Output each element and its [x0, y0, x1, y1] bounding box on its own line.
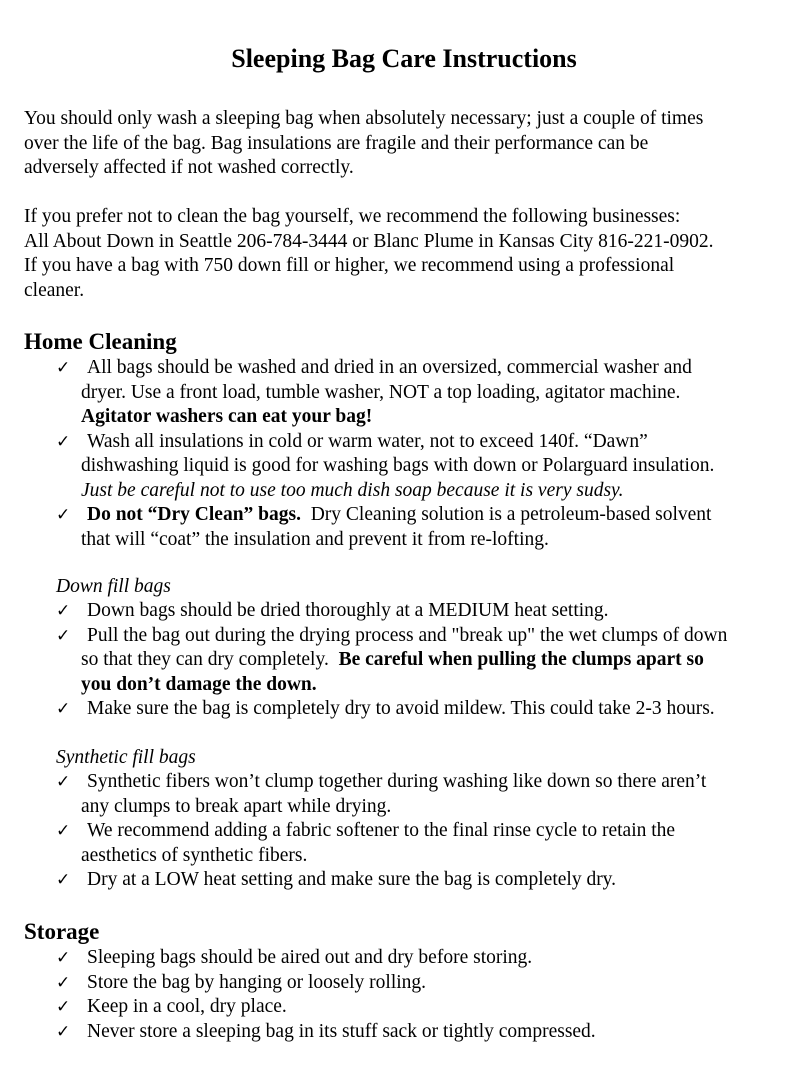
recommend-line: If you have a bag with 750 down fill or higher, we recommend using a professional — [24, 255, 675, 276]
intro-line: You should only wash a sleeping bag when absolutely necessary; just a couple of times — [24, 108, 704, 129]
list-item — [56, 946, 796, 971]
list-item — [56, 599, 796, 624]
checkmark-icon: ✓ — [56, 997, 71, 1017]
page-title: Sleeping Bag Care Instructions — [231, 44, 577, 73]
checkmark-icon: ✓ — [56, 870, 71, 890]
checkmark-icon: ✓ — [56, 601, 71, 621]
item-text: All bags should be washed and dried in an oversized, commercial washer and — [87, 357, 692, 378]
item-text: aesthetics of synthetic fibers. — [81, 844, 308, 866]
item-text: Dry Cleaning solution is a petroleum-based solvent — [300, 504, 712, 525]
checkmark-icon: ✓ — [56, 431, 71, 452]
item-emphasis: Agitator washers can eat your bag! — [81, 406, 373, 427]
item-text: dryer. Use a front load, tumble washer, NOT a top loading, agitator machine. — [81, 381, 681, 403]
checkmark-icon: ✓ — [56, 1021, 71, 1042]
home-cleaning-heading: Home Cleaning — [24, 329, 177, 354]
item-text: Sleeping bags should be aired out and dry before storing. — [87, 947, 533, 968]
recommend-line: All About Down in Seattle 206-784-3444 or Blanc Plume in Kansas City 816-221-0902. — [24, 230, 714, 252]
item-text: any clumps to break apart while drying. — [81, 795, 392, 817]
checkmark-icon: ✓ — [56, 821, 71, 841]
home-cleaning-list — [56, 356, 796, 552]
intro-line: over the life of the bag. Bag insulations are fragile and their performance can be — [24, 132, 649, 154]
intro-paragraph — [24, 107, 792, 181]
item-text: Keep in a cool, dry place. — [87, 996, 287, 1017]
recommend-line: If you prefer not to clean the bag yourself, we recommend the following businesses: — [24, 206, 681, 227]
item-emphasis: Do not “Dry Clean” bags. — [87, 504, 301, 525]
list-item — [56, 697, 796, 722]
list-item — [56, 868, 796, 893]
down-fill-heading: Down fill bags — [56, 576, 171, 597]
recommend-line: cleaner. — [24, 279, 85, 301]
storage-heading: Storage — [24, 919, 100, 944]
list-item — [56, 356, 796, 430]
item-text: that will “coat” the insulation and prevent it from re-lofting. — [81, 528, 549, 550]
item-note: Just be careful not to use too much dish soap because it is very sudsy. — [81, 479, 624, 501]
checkmark-icon: ✓ — [56, 358, 71, 378]
item-text: Make sure the bag is completely dry to avoid mildew. This could take 2-3 hours. — [87, 698, 715, 719]
list-item — [56, 624, 796, 698]
synthetic-fill-heading: Synthetic fill bags — [56, 747, 196, 768]
item-text: We recommend adding a fabric softener to the final rinse cycle to retain the — [87, 820, 676, 841]
item-emphasis: you don’t damage the down. — [81, 673, 317, 695]
item-text: Wash all insulations in cold or warm water, not to exceed 140f. “Dawn” — [87, 430, 648, 452]
item-text: dishwashing liquid is good for washing bags with down or Polarguard insulation. — [81, 455, 715, 476]
list-item — [56, 1020, 796, 1045]
checkmark-icon: ✓ — [56, 625, 71, 646]
checkmark-icon: ✓ — [56, 699, 71, 719]
list-item — [56, 995, 796, 1020]
synthetic-fill-list — [56, 770, 796, 893]
item-text: Dry at a LOW heat setting and make sure the bag is completely dry. — [87, 869, 617, 890]
item-text: Down bags should be dried thoroughly at a MEDIUM heat setting. — [87, 600, 609, 621]
item-emphasis: Be careful when pulling the clumps apart so — [338, 649, 704, 670]
checkmark-icon: ✓ — [56, 948, 71, 968]
item-text: so that they can dry completely. — [81, 649, 339, 670]
checkmark-icon: ✓ — [56, 972, 71, 993]
list-item — [56, 971, 796, 996]
list-item — [56, 770, 796, 819]
item-text: Never store a sleeping bag in its stuff sack or tightly compressed. — [87, 1020, 596, 1042]
storage-list — [56, 946, 796, 1044]
item-text: Pull the bag out during the drying process and "break up" the wet clumps of down — [87, 624, 728, 646]
list-item — [56, 503, 796, 552]
list-item — [56, 430, 796, 504]
checkmark-icon: ✓ — [56, 505, 71, 525]
list-item — [56, 819, 796, 868]
recommend-paragraph — [24, 205, 792, 303]
checkmark-icon: ✓ — [56, 772, 71, 792]
item-text: Store the bag by hanging or loosely rolling. — [87, 971, 427, 993]
intro-line: adversely affected if not washed correctly. — [24, 157, 354, 178]
down-fill-list — [56, 599, 796, 722]
item-text: Synthetic fibers won’t clump together during washing like down so there aren’t — [87, 771, 707, 792]
